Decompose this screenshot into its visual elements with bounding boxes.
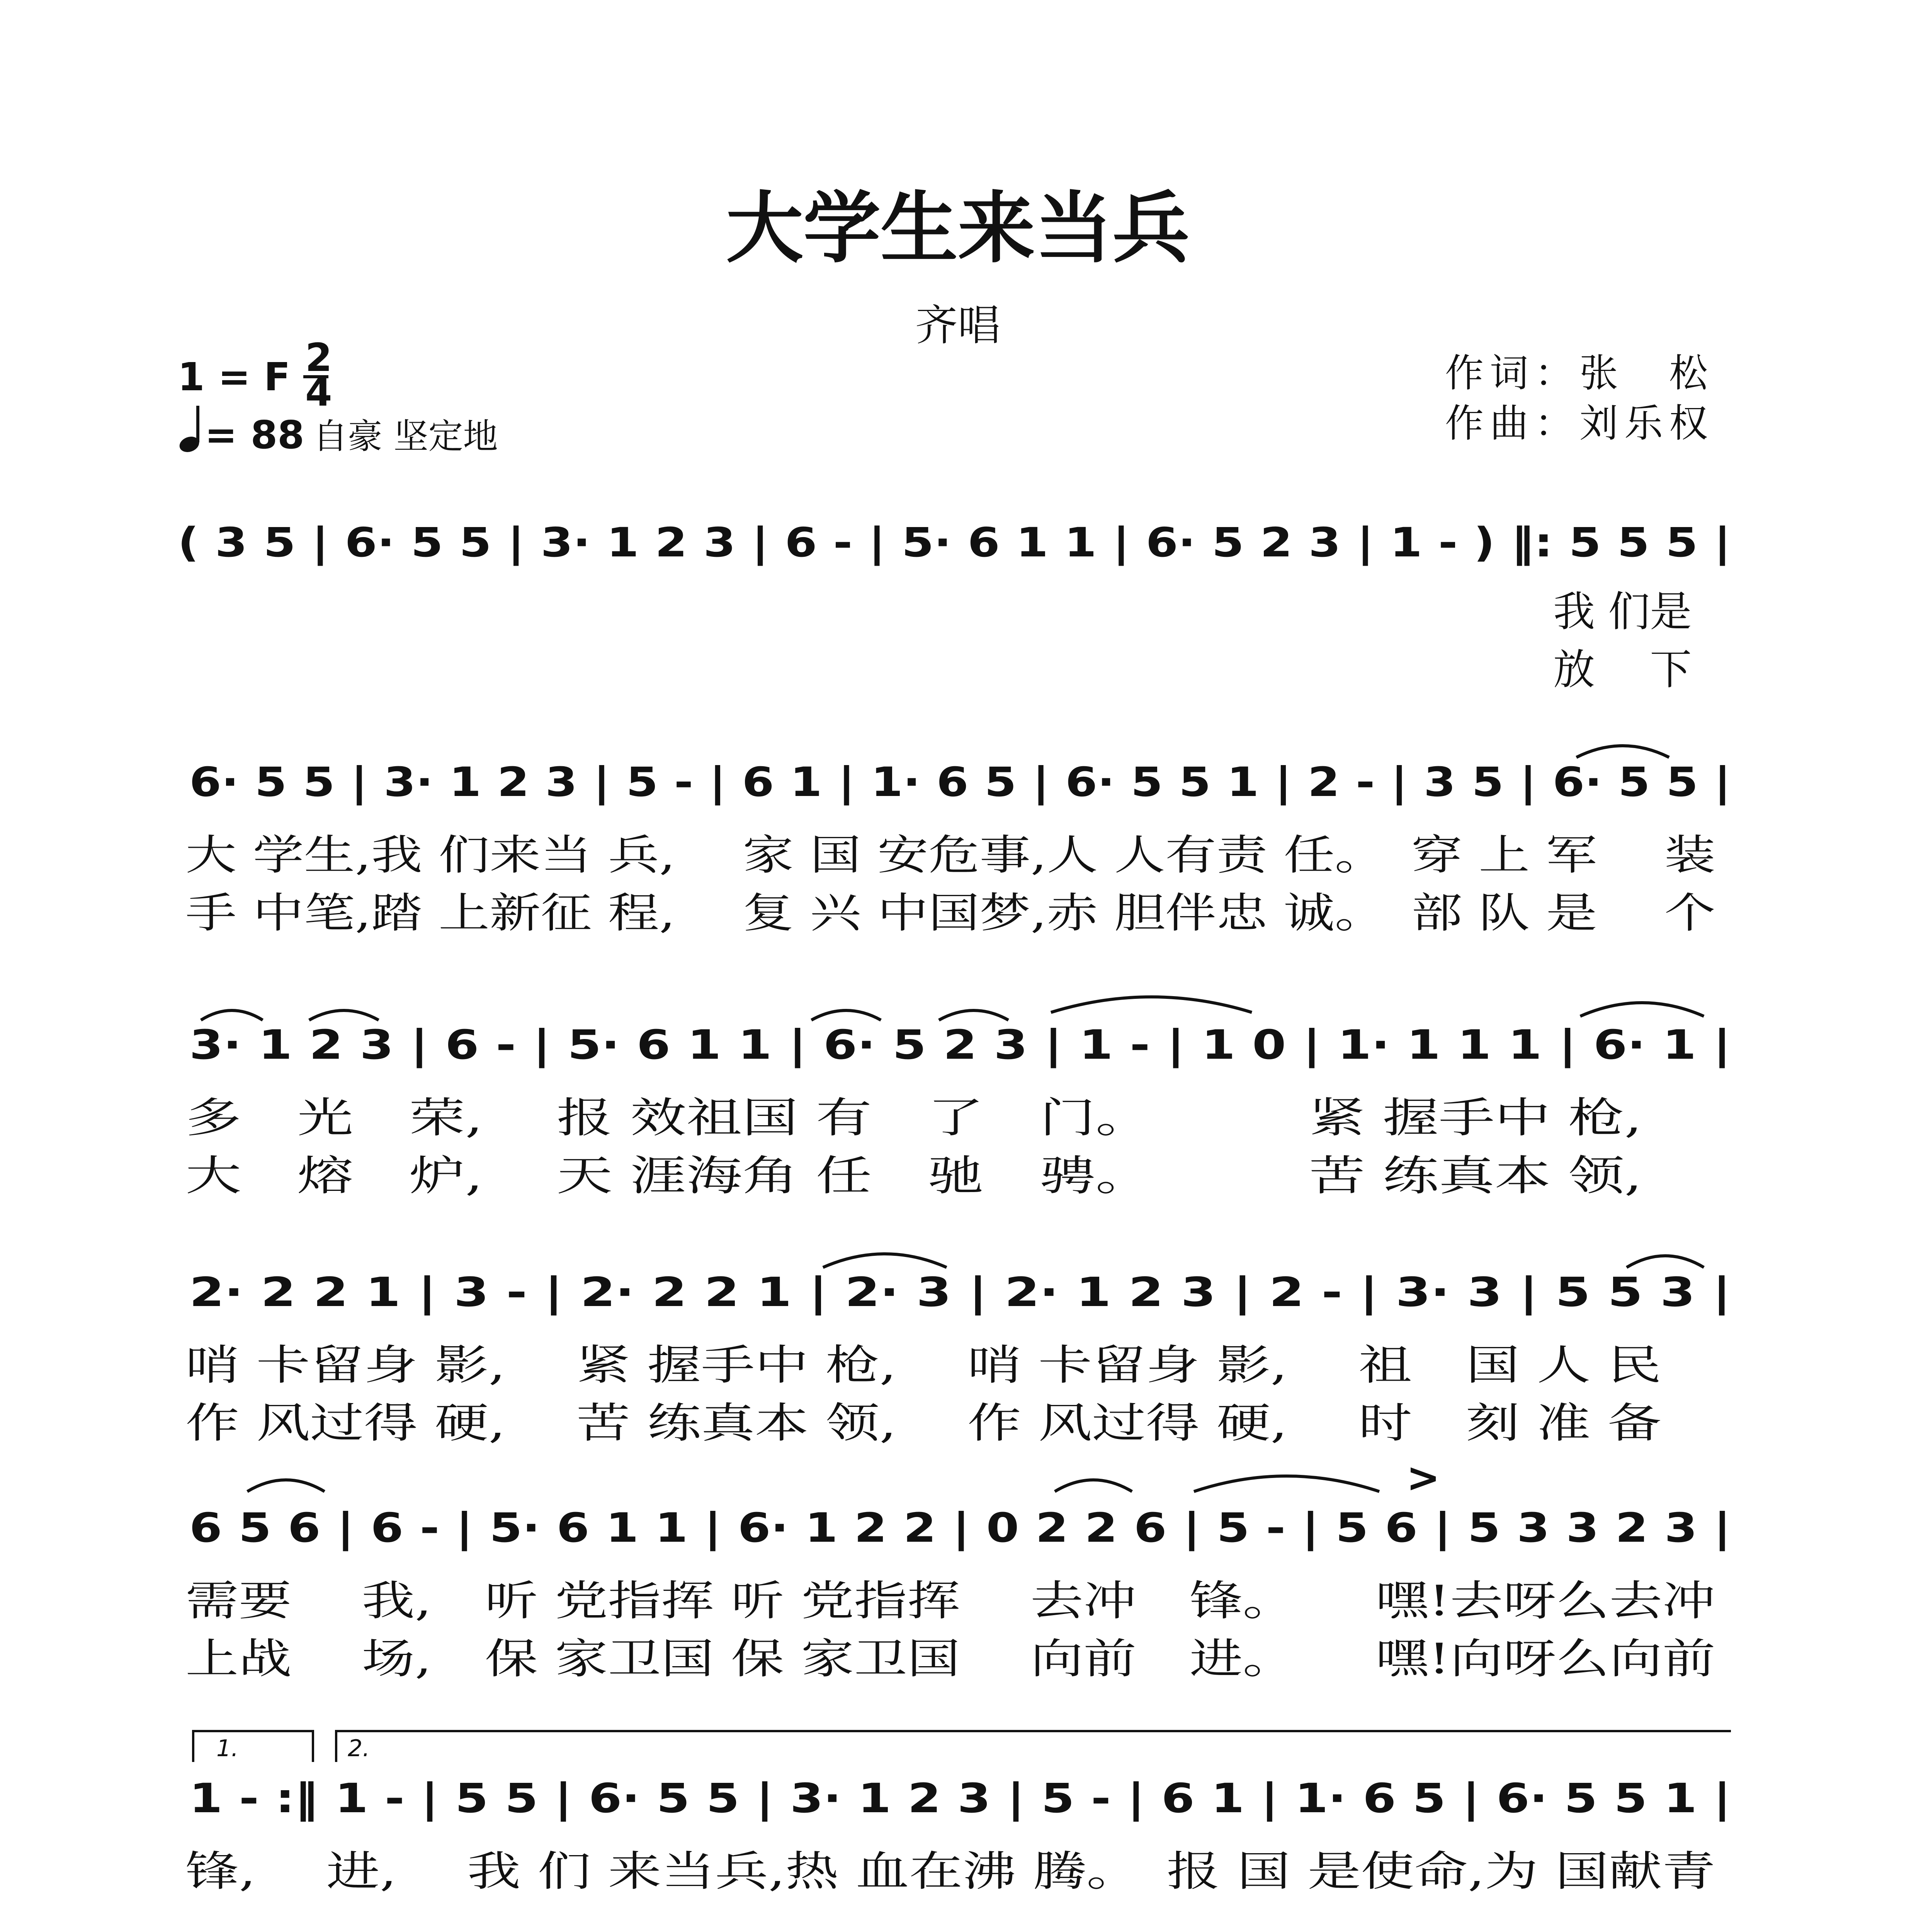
performance-style: 齐唱: [915, 301, 1000, 350]
system-4: [185, 1454, 1731, 1683]
tie-arc: [1627, 1256, 1704, 1267]
page-title: 大学生来当兵: [726, 183, 1190, 274]
system-3: [185, 1254, 1731, 1447]
composer-credit: 作曲：刘乐权: [1445, 401, 1714, 446]
volta-bracket-2: [336, 1731, 1731, 1762]
accent-mark: >: [1406, 1454, 1440, 1501]
notation-line: 6 5 6 | 6 - | 5· 6 1 1 | 6· 1 2 2 | 0 2 2 6 | 5 - | 5 6 | 5 3 3 2 3 |: [189, 1504, 1731, 1551]
key-signature: 1 = F: [178, 354, 291, 400]
tie-arc: [1055, 1480, 1132, 1492]
tie-arc: [811, 1010, 881, 1020]
time-signature-bottom: 4: [305, 370, 332, 415]
lyric-line-verse-2: 手 中笔,踏 上新征 程, 复 兴 中国梦,赤 胆伴忠 诚。 部 队 是 个: [185, 889, 1715, 937]
volta-label-1: 1.: [216, 1735, 239, 1762]
notation-line: 6· 5 5 | 3· 1 2 3 | 5 - | 6 1 | 1· 6 5 | 6· 5 5 1 | 2 - | 3 5 | 6· 5 5 |: [189, 759, 1731, 806]
system-2: [185, 997, 1731, 1200]
intro-lyric-verse-2: 放 下: [1553, 646, 1692, 694]
lyricist-credit: 作词：张 松: [1445, 350, 1714, 396]
system-1: [185, 746, 1731, 937]
tempo-value: = 88: [205, 412, 304, 457]
notation-line: 3· 1 2 3 | 6 - | 5· 6 1 1 | 6· 5 2 3 | 1 - | 1 0 | 1· 1 1 1 | 6· 1 |: [189, 1021, 1731, 1068]
lyric-line-verse-2: 大 熔 炉, 天 涯海角 任 驰 骋。 苦 练真本 领,: [185, 1152, 1642, 1200]
volta-bracket-1: [193, 1731, 313, 1762]
tie-arc: [1576, 746, 1669, 757]
system-5: [185, 1731, 1731, 1896]
time-signature-top: 2: [305, 335, 332, 380]
notation-line: 2· 2 2 1 | 3 - | 2· 2 2 1 | 2· 3 | 2· 1 2 3 | 2 - | 3· 3 | 5 5 3 |: [189, 1269, 1731, 1316]
intro-lyric-verse-1: 我 们是: [1553, 588, 1692, 636]
quarter-note-icon: [177, 406, 201, 455]
lyric-line-verse-1: 锋, 进, 我 们 来当兵,热 血在沸 腾。 报 国 是使命,为 国献青: [185, 1847, 1715, 1896]
lyric-line-verse-2: 上战 场, 保 家卫国 保 家卫国 向前 进。 嘿!向呀么向前: [185, 1635, 1715, 1683]
tie-arc: [309, 1010, 379, 1020]
tie-arc: [201, 1010, 263, 1020]
tie-arc: [1580, 1003, 1704, 1016]
tie-arc: [247, 1480, 325, 1492]
volta-label-2: 2.: [348, 1735, 370, 1762]
tie-arc: [1051, 997, 1252, 1012]
tie-arc: [939, 1010, 1008, 1020]
lyric-line-verse-1: 需要 我, 听 党指挥 听 党指挥 去冲 锋。 嘿!去呀么去冲: [185, 1577, 1715, 1625]
notation-line: 1 - :‖ 1 - | 5 5 | 6· 5 5 | 3· 1 2 3 | 5 - | 6 1 | 1· 6 5 | 6· 5 5 1 |: [189, 1775, 1731, 1822]
tie-arc: [1194, 1476, 1379, 1492]
tempo-expression: 自豪 坚定地: [313, 416, 498, 457]
lyric-line-verse-1: 多 光 荣, 报 效祖国 有 了 门。 紧 握手中 枪,: [185, 1094, 1642, 1142]
intro-notation: ( 3 5 | 6· 5 5 | 3· 1 2 3 | 6 - | 5· 6 1 1 | 6· 5 2 3 | 1 - ) ‖: 5 5 5 |: [178, 519, 1731, 566]
lyric-line-verse-1: 哨 卡留身 影, 紧 握手中 枪, 哨 卡留身 影, 祖 国 人 民: [185, 1341, 1661, 1389]
tie-arc: [823, 1254, 947, 1267]
lyric-line-verse-1: 大 学生,我 们来当 兵, 家 国 安危事,人 人有责 任。 穿 上 军 装: [185, 831, 1715, 879]
lyric-line-verse-2: 作 风过得 硬, 苦 练真本 领, 作 风过得 硬, 时 刻 准 备: [185, 1399, 1661, 1447]
